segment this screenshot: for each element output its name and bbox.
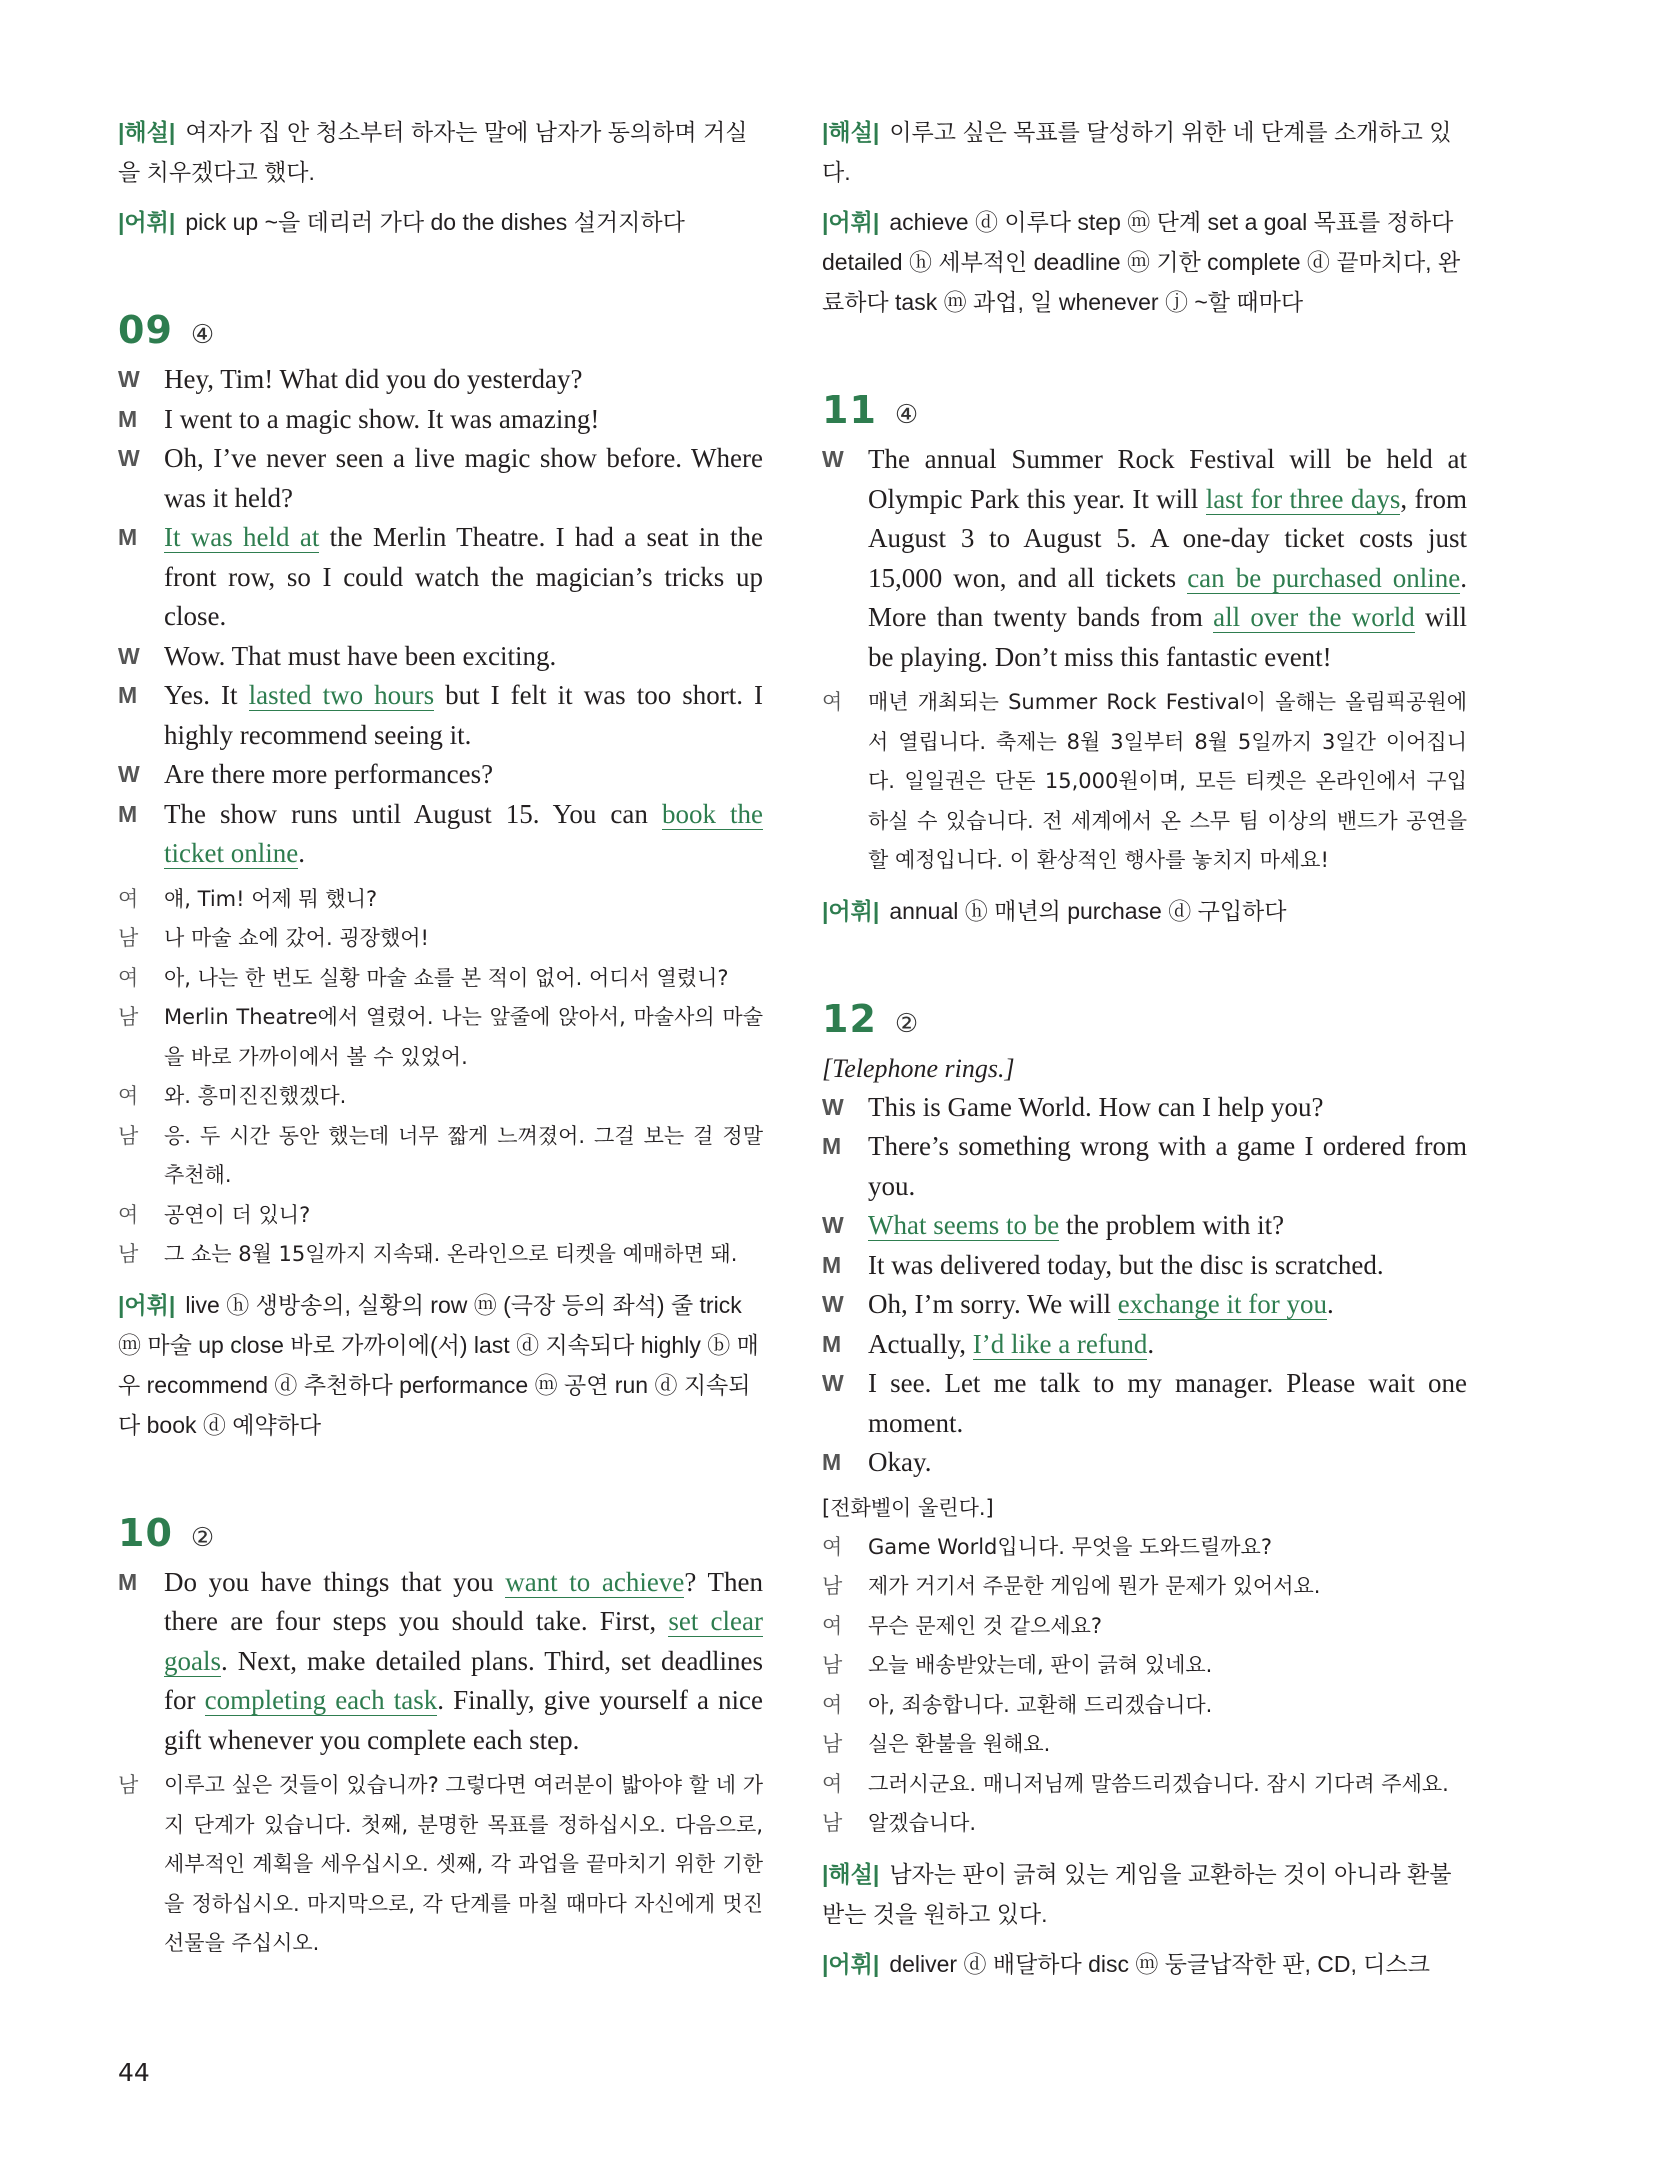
answer-blank: It was held at	[164, 522, 320, 552]
speaker-label: 여	[118, 1084, 139, 1108]
line-text: 응. 두 시간 동안 했는데 너무 짧게 느껴졌어. 그걸 보는 걸 정말 추천해.	[164, 1123, 763, 1187]
line-text	[868, 1325, 1467, 1365]
answer-blank: can be purchased online	[1187, 562, 1461, 593]
translation-line	[822, 1765, 1467, 1805]
line-text	[164, 360, 763, 400]
line-text	[164, 676, 763, 755]
right-column	[822, 112, 1467, 1994]
answer-mark: ②	[894, 1008, 919, 1039]
explanation-tag: |해설|	[118, 119, 176, 145]
speaker-label: M	[118, 682, 138, 708]
translation-line	[118, 919, 763, 959]
question-header-10	[118, 1511, 763, 1555]
prev-vocab: |어휘| pick up ~을 데리러 가다 do the dishes 설거지하다	[118, 209, 685, 235]
explanation-tag: |해설|	[822, 1860, 880, 1887]
text-span: This is Game World. How can I help you?	[868, 1091, 1324, 1122]
question-header-11	[822, 388, 1467, 432]
question-header-12	[822, 997, 1467, 1041]
text-span: It was delivered today, but the disc is scratched.	[868, 1249, 1384, 1280]
vocab-11: |어휘| annual ⓗ 매년의 purchase ⓓ 구입하다	[822, 897, 1287, 924]
dialogue-ko	[118, 1766, 763, 1964]
text-span: Okay.	[868, 1447, 932, 1477]
translation-line	[822, 1607, 1467, 1647]
line-text	[868, 1364, 1467, 1443]
line-text	[868, 1443, 1467, 1483]
line-text	[164, 755, 763, 795]
answer-blank: lasted two hours	[248, 680, 435, 710]
dialogue-ko	[118, 880, 763, 1275]
line-text	[164, 518, 763, 637]
speaker-label: 남	[822, 1574, 843, 1598]
line-text: 그 쇼는 8월 15일까지 지속돼. 온라인으로 티켓을 예매하면 돼.	[164, 1242, 738, 1266]
question-number: 10	[118, 1510, 173, 1555]
translation-line	[822, 1686, 1467, 1726]
text-span: I see. Let me talk to my manager. Please wait one moment.	[868, 1368, 1467, 1438]
line-text: 제가 거기서 주문한 게임에 뭔가 문제가 있어서요.	[868, 1574, 1321, 1598]
left-column	[118, 112, 763, 1964]
translation-line	[118, 1766, 763, 1964]
line-text	[164, 795, 763, 874]
speaker-label: 여	[822, 1534, 843, 1559]
speaker-label: M	[822, 1251, 842, 1278]
text-span: Oh, I’ve never seen a live magic show before. Where was it held?	[164, 443, 763, 513]
line-text: 아, 나는 한 번도 실황 마술 쇼를 본 적이 없어. 어디서 열렸니?	[164, 965, 729, 990]
answer-blank: want to achieve	[505, 1566, 685, 1597]
dialogue-line	[822, 1443, 1467, 1483]
text-span: The annual Summer Rock Festival will be held at Olympic Park this year. It will	[868, 444, 1467, 514]
line-text: Merlin Theatre에서 열렸어. 나는 앞줄에 앉아서, 마술사의 마술을 바로 가까이에서 볼 수 있었어.	[164, 1005, 763, 1069]
dialogue-line	[822, 1364, 1467, 1443]
speaker-label: W	[822, 1370, 844, 1396]
prev-explanation: |해설| 여자가 집 안 청소부터 하자는 말에 남자가 동의하며 거실을 치우겠다고 했다.	[118, 119, 748, 185]
line-text: 매년 개최되는 Summer Rock Festival이 올해는 올림픽공원에서 열립니다. 축제는 8월 3일부터 8월 5일까지 3일간 이어집니다. 일일권은 단돈 15,000원이며, 모든 티켓은 온라인에서 구입하실 수 있습니다. 전 세계에서 온 스무 팀 이상의 밴드가 공연을 할 예정입니다. 이 환상적인 행사를 놓치지 마세요!	[868, 690, 1467, 872]
speaker-label: W	[118, 761, 140, 787]
line-text: 알겠습니다.	[868, 1811, 977, 1835]
speaker-label: M	[822, 1330, 842, 1357]
answer-mark: ④	[894, 400, 919, 430]
text-span: the Merlin Theatre. I had a seat in the front row, so I could watch the magician’s tricks up close.	[164, 522, 764, 631]
translation-line	[822, 683, 1467, 881]
speaker-label: W	[822, 446, 844, 472]
text-span: Actually,	[868, 1328, 973, 1359]
speaker-label: 여	[118, 1202, 139, 1227]
line-text	[868, 1088, 1467, 1128]
speaker-label: 남	[118, 1242, 139, 1266]
text-span: .	[298, 838, 305, 868]
line-text: 무슨 문제인 것 같으세요?	[868, 1613, 1103, 1638]
translation-line	[118, 1235, 763, 1275]
speaker-label: W	[118, 366, 140, 392]
answer-mark: ④	[190, 320, 215, 350]
stage-direction: [Telephone rings.]	[822, 1053, 1015, 1083]
answer-blank: all over the world	[1213, 602, 1415, 632]
translation-line	[822, 1567, 1467, 1607]
answer-blank: book the ticket online	[164, 798, 763, 868]
answer-blank: completing each task	[204, 1685, 438, 1715]
answer-blank: What seems to be	[868, 1210, 1060, 1240]
text-span: . Next, make detailed plans. Third, set deadlines for	[164, 1645, 763, 1715]
speaker-label: 여	[822, 690, 843, 714]
speaker-label: W	[822, 1291, 844, 1317]
speaker-label: 남	[822, 1732, 843, 1756]
speaker-label: M	[118, 524, 138, 550]
question-number: 12	[822, 996, 877, 1041]
dialogue-line	[118, 637, 763, 677]
dialogue-line	[118, 518, 763, 637]
speaker-label: W	[822, 1093, 844, 1120]
text-span: The show runs until August 15. You can	[164, 798, 662, 829]
dialogue-line	[822, 1325, 1467, 1365]
text-span: but I felt it was too short. I highly recommend seeing it.	[164, 680, 763, 750]
text-span: . More than twenty bands from	[868, 562, 1467, 632]
speaker-label: W	[118, 642, 140, 669]
translation-line	[118, 1117, 763, 1196]
text-span: Yes. It	[164, 680, 249, 710]
dialogue-line	[822, 440, 1467, 677]
explanation-tag: |해설|	[822, 119, 880, 145]
answer-blank: I’d like a refund	[972, 1328, 1148, 1359]
speaker-label: 남	[118, 926, 139, 950]
line-text: Game World입니다. 무엇을 도와드릴까요?	[868, 1534, 1272, 1559]
speaker-label: M	[118, 1568, 138, 1595]
answer-blank: set clear goals	[164, 1606, 764, 1676]
text-span: Hey, Tim! What did you do yesterday?	[164, 364, 583, 394]
speaker-label: M	[822, 1449, 842, 1475]
text-span: I went to a magic show. It was amazing!	[164, 403, 600, 434]
dialogue-line	[118, 400, 763, 440]
dialogue-line	[118, 439, 763, 518]
speaker-label: 여	[118, 886, 139, 911]
speaker-label: 남	[822, 1653, 843, 1677]
explanation-10: |해설| 이루고 싶은 목표를 달성하기 위한 네 단계를 소개하고 있다.	[822, 119, 1452, 185]
translation-line	[118, 1077, 763, 1117]
vocab-tag: |어휘|	[118, 209, 176, 235]
dialogue-line	[822, 1246, 1467, 1286]
speaker-label: 여	[118, 965, 139, 990]
vocab-tag: |어휘|	[118, 1291, 176, 1318]
explanation-12: |해설| 남자는 판이 긁혀 있는 게임을 교환하는 것이 아니라 환불받는 것을 원하고 있다.	[822, 1860, 1452, 1927]
dialogue-line	[118, 755, 763, 795]
line-text	[868, 1285, 1467, 1325]
line-text: 공연이 더 있니?	[164, 1202, 311, 1227]
line-text: 오늘 배송받았는데, 판이 긁혀 있네요.	[868, 1653, 1213, 1677]
line-text: 아, 죄송합니다. 교환해 드리겠습니다.	[868, 1692, 1213, 1717]
text-span: . Finally, give yourself a nice gift whenever you complete each step.	[164, 1685, 764, 1755]
line-text: 실은 환불을 원해요.	[868, 1732, 1051, 1756]
answer-blank: last for three days	[1205, 483, 1401, 514]
line-text: 얘, Tim! 어제 뭐 했니?	[164, 886, 378, 911]
speaker-label: W	[118, 445, 140, 471]
dialogue-line	[118, 795, 763, 874]
translation-line	[822, 1804, 1467, 1844]
speaker-label: 남	[118, 1123, 139, 1148]
dialogue-en	[118, 1563, 763, 1761]
question-header-09	[118, 308, 763, 352]
question-number: 11	[822, 388, 877, 432]
text-span: Oh, I’m sorry. We will	[868, 1289, 1118, 1319]
speaker-label: W	[822, 1212, 844, 1238]
line-text: 그러시군요. 매니저님께 말씀드리겠습니다. 잠시 기다려 주세요.	[868, 1771, 1449, 1796]
text-span: ? Then there are four steps you should take. First,	[164, 1566, 763, 1636]
line-text	[868, 1206, 1467, 1246]
dialogue-ko	[822, 1528, 1467, 1844]
speaker-label: 남	[118, 1773, 139, 1797]
vocab-tag: |어휘|	[822, 1950, 880, 1977]
speaker-label: 여	[822, 1771, 843, 1796]
translation-line	[822, 1528, 1467, 1568]
text-span: Are there more performances?	[164, 759, 494, 789]
dialogue-ko	[822, 683, 1467, 881]
speaker-label: M	[118, 800, 138, 827]
stage-direction-ko: [전화벨이 울린다.]	[822, 1495, 994, 1520]
text-span: There’s something wrong with a game I ordered from you.	[868, 1131, 1467, 1201]
line-text	[868, 440, 1467, 677]
dialogue-line	[822, 1206, 1467, 1246]
dialogue-line	[118, 1563, 763, 1761]
line-text	[164, 400, 763, 440]
line-text: 와. 흥미진진했겠다.	[164, 1084, 347, 1108]
line-text: 나 마술 쇼에 갔어. 굉장했어!	[164, 926, 429, 950]
translation-line	[118, 880, 763, 920]
dialogue-line	[822, 1127, 1467, 1206]
dialogue-en	[822, 1088, 1467, 1483]
answer-mark: ②	[190, 1522, 215, 1553]
page-number: 44	[118, 2058, 150, 2087]
answer-blank: exchange it for you	[1117, 1289, 1327, 1319]
line-text	[868, 1246, 1467, 1286]
text-span: Wow. That must have been exciting.	[164, 640, 557, 671]
text-span: , from August 3 to August 5. A one-day ticket costs just 15,000 won, and all tickets	[868, 483, 1468, 593]
text-span: .	[1326, 1289, 1334, 1319]
vocab-12: |어휘| deliver ⓓ 배달하다 disc ⓜ 둥글납작한 판, CD, 디스크	[822, 1950, 1430, 1977]
text-span: Do you have things that you	[164, 1566, 506, 1597]
speaker-label: 여	[822, 1613, 843, 1638]
dialogue-line	[118, 360, 763, 400]
question-number: 09	[118, 308, 173, 352]
text-span: .	[1147, 1328, 1155, 1359]
translation-line	[118, 998, 763, 1077]
line-text	[164, 439, 763, 518]
speaker-label: 남	[118, 1005, 139, 1029]
line-text	[868, 1127, 1467, 1206]
translation-line	[118, 1196, 763, 1236]
translation-line	[822, 1725, 1467, 1765]
vocab-tag: |어휘|	[822, 209, 880, 235]
line-text	[164, 637, 763, 677]
dialogue-line	[822, 1088, 1467, 1128]
dialogue-line	[822, 1285, 1467, 1325]
vocab-tag: |어휘|	[822, 897, 880, 924]
translation-line	[822, 1646, 1467, 1686]
speaker-label: M	[822, 1133, 842, 1159]
dialogue-en	[822, 440, 1467, 677]
text-span: will be playing. Don’t miss this fantastic event!	[868, 602, 1467, 672]
speaker-label: 남	[822, 1811, 843, 1835]
dialogue-line	[118, 676, 763, 755]
vocab-10: |어휘| achieve ⓓ 이루다 step ⓜ 단계 set a goal 목표를 정하다 detailed ⓗ 세부적인 deadline ⓜ 기한 complete ⓓ 끝마치다, 완료하다 task ⓜ 과업, 일 whenever ⓙ ~할 때마다	[822, 209, 1461, 315]
speaker-label: M	[118, 405, 138, 432]
line-text	[164, 1563, 763, 1761]
text-span: the problem with it?	[1059, 1210, 1285, 1240]
vocab-09: |어휘| live ⓗ 생방송의, 실황의 row ⓜ (극장 등의 좌석) 줄 trick ⓜ 마술 up close 바로 가까이에(서) last ⓓ 지속되다 highly ⓑ 매우 recommend ⓓ 추천하다 performance ⓜ 공연 run ⓓ 지속되다 book ⓓ 예약하다	[118, 1291, 759, 1438]
translation-line	[118, 959, 763, 999]
line-text: 이루고 싶은 것들이 있습니까? 그렇다면 여러분이 밟아야 할 네 가지 단계가 있습니다. 첫째, 분명한 목표를 정하십시오. 다음으로, 세부적인 계획을 세우십시오. 셋째, 각 과업을 끝마치기 위한 기한을 정하십시오. 마지막으로, 각 단계를 마칠 때마다 자신에게 멋진 선물을 주십시오.	[164, 1773, 763, 1955]
dialogue-en	[118, 360, 763, 874]
speaker-label: 여	[822, 1692, 843, 1717]
